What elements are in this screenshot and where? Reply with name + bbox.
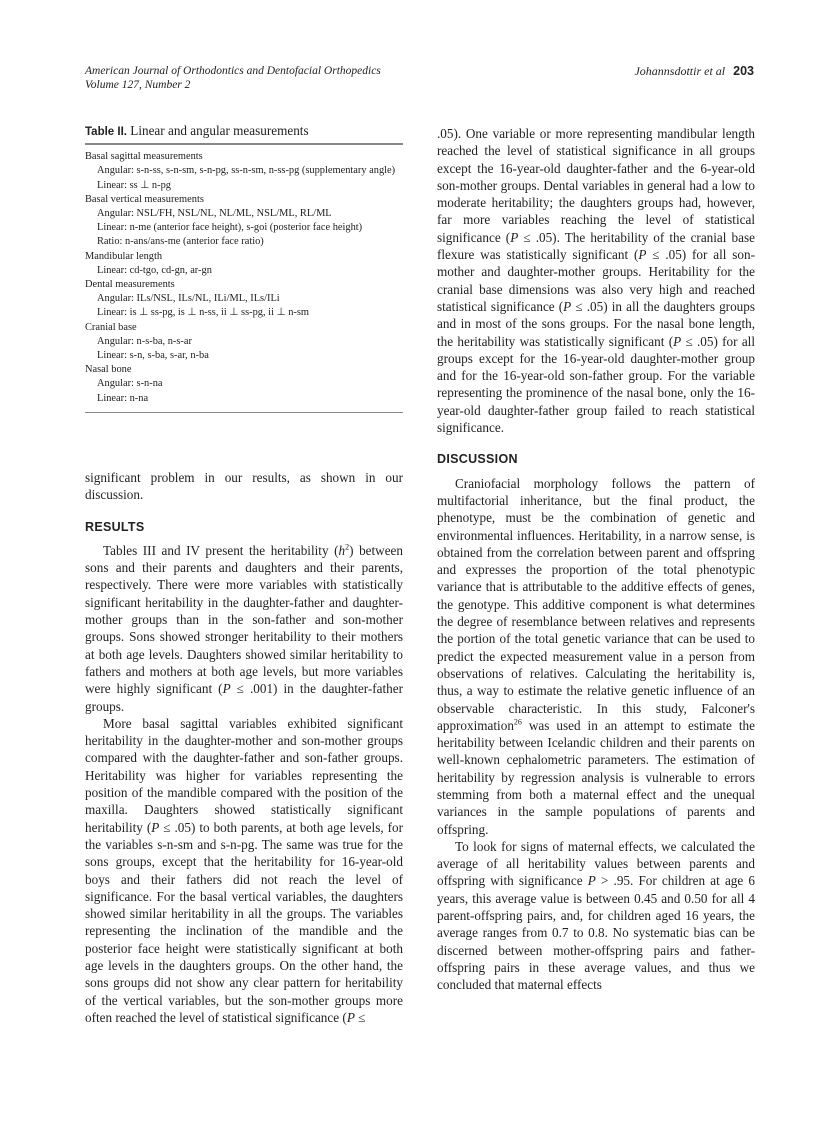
paragraph	[437, 475, 755, 838]
text-run: ≤ .05) for all son-mother and daughter-mother groups. Heritability for the cranial base dimensions was also very high and reached statistical significance (	[437, 247, 755, 314]
table-row-group: Nasal bone	[85, 364, 132, 376]
table-row-item: Linear: s-n, s-ba, s-ar, n-ba	[97, 350, 209, 362]
running-header-right	[634, 64, 754, 79]
table-row-item: Angular: ILs/NSL, ILs/NL, ILi/ML, ILs/ILi	[97, 293, 280, 305]
section-heading-results: RESULTS	[85, 519, 145, 534]
paragraph	[85, 469, 403, 504]
authors: Johannsdottir et al	[634, 64, 726, 78]
text-run: ≤ .05) for all groups except for the 16-year-old daughter-mother group and for the 16-year-old son-father group. For the variable representing the prominence of the nasal bone, only the 16-year-old daughter-father group failed to reach statistical significance.	[437, 333, 756, 436]
table-row-item: Linear: cd-tgo, cd-gn, ar-gn	[97, 264, 212, 276]
text-run: significant problem in our results, as shown in our discussion.	[85, 470, 403, 503]
text-run: ) between sons and their parents and daughters and their parents, respectively. There were more variables with statistically significant heritability in the daughter-father and daughter-mother groups than in the son-father and son-mother groups. Sons showed stronger heritability to their mothers at both age levels. Daughters showed similar heritability to fathers and mothers at both age levels, but more variables were highly significant (	[85, 542, 403, 697]
running-header-left	[85, 64, 381, 92]
journal-volume: Volume 127, Number 2	[85, 79, 191, 91]
page-number: 203	[733, 64, 754, 78]
italic-symbol: P	[222, 681, 231, 697]
left-column	[85, 469, 403, 1026]
italic-symbol: P	[151, 819, 160, 835]
table-row-item: Angular: s-n-na	[97, 378, 163, 390]
table-row-group: Mandibular length	[85, 250, 163, 262]
table-ii	[85, 124, 403, 413]
table-row-group: Cranial base	[85, 321, 137, 333]
table-row-item: Angular: NSL/FH, NSL/NL, NL/ML, NSL/ML, RL/ML	[97, 208, 332, 220]
italic-symbol: P	[587, 873, 596, 889]
text-run: Craniofacial morphology follows the pattern of multifactorial inheritance, but the final product, the phenotype, must be the combination of genetic and environmental influences. Heritability, in a narrow sense, is obtained from the correlation between parent and offspring and expresses the proportion of the total phenotypic variance that is attributable to the additive effects of genes, the genotype. This additive component is what determines the degree of resemblance between relatives and represents the portion of the total genetic variance that can be used to predict the expected measurement value in a person from observations of relatives. Calculating the heritability is, thus, a way to estimate the relative genetic influence of an observable characteristic. In this study, Falconer's approximation	[437, 475, 755, 733]
table-row-group: Basal sagittal measurements	[85, 151, 203, 163]
journal-name: American Journal of Orthodontics and Dentofacial Orthopedics	[85, 65, 381, 77]
italic-symbol: P	[673, 333, 682, 349]
text-run: ≤	[354, 1009, 366, 1025]
table-row-item: Linear: n-na	[97, 392, 149, 404]
text-run: ≤ .001) in the daughter-father groups.	[85, 681, 403, 714]
italic-symbol: P	[510, 229, 519, 245]
right-column	[437, 125, 755, 994]
text-run: ≤ .05). The heritability of the cranial base flexure was statistically significant (	[437, 229, 755, 263]
paragraph	[437, 838, 755, 994]
paragraph	[437, 125, 755, 436]
table-row-group: Basal vertical measurements	[85, 193, 204, 205]
italic-symbol: P	[563, 298, 572, 314]
italic-symbol: h	[338, 542, 346, 558]
table-bottom-rule	[85, 412, 403, 413]
section-heading-discussion: DISCUSSION	[437, 452, 518, 467]
table-title: Linear and angular measurements	[130, 123, 309, 138]
superscript: 26	[513, 717, 522, 727]
italic-symbol: P	[638, 247, 647, 263]
table-row-group: Dental measurements	[85, 279, 175, 291]
table-row-item: Linear: ss ⊥ n-pg	[97, 179, 171, 191]
text-run: More basal sagittal variables exhibited significant heritability in the daughter-mother and son-mother groups compared with the daughter-father and son-father groups. Heritability was higher for variables representing the position of the mandible compared with the position of the maxilla. Daughters showed statistically significant heritability (	[85, 715, 403, 835]
table-body	[85, 150, 403, 406]
text-run: ≤ .05) in all the daughters groups and in most of the sons groups. For the nasal bone length, the heritability was statistically significant (	[437, 298, 755, 349]
table-caption	[85, 124, 403, 145]
superscript: 2	[345, 542, 350, 552]
text-run: To look for signs of maternal effects, we calculated the average of all heritability values between parents and offspring with significance	[437, 838, 755, 889]
table-label: Table II.	[85, 126, 127, 138]
table-row-item: Angular: s-n-ss, s-n-sm, s-n-pg, ss-n-sm, n-ss-pg (supplementary angle)	[97, 165, 396, 177]
italic-symbol: P	[346, 1009, 355, 1025]
text-run: ≤ .05) to both parents, at both age levels, for the variables s-n-sm and s-n-pg. The same was true for the sons groups, except that the heritability for 16-year-old boys and their fathers did not reach the level of significance. For the basal vertical variables, the daughters showed similar heritability in all the groups. The variables representing the inclination of the mandible and the posterior face height were statistically significant at both age levels in the daughters groups. On the other hand, the sons groups did not show any clear pattern for heritability of the vertical variables, but the son-mother groups more often reached the level of statistical significance (	[85, 819, 403, 1025]
text-run: Tables III and IV present the heritability (	[103, 542, 339, 558]
table-row-item: Linear: is ⊥ ss-pg, is ⊥ n-ss, ii ⊥ ss-pg, ii ⊥ n-sm	[97, 307, 309, 319]
table-row-item: Angular: n-s-ba, n-s-ar	[97, 335, 192, 347]
table-row-item: Linear: n-me (anterior face height), s-goi (posterior face height)	[97, 222, 363, 234]
paragraph	[85, 715, 403, 1026]
text-run: was used in an attempt to estimate the heritability between Icelandic children and their parents on well-known cephalometric parameters. The estimation of heritability by regression analysis is vulnerable to errors stemming from both a maternal effect and the unequal variances in the sample populations of parents and offspring.	[437, 717, 755, 837]
text-run: > .95. For children at age 6 years, this average value is between 0.45 and 0.50 for all 4 parent-offspring pairs, and, for children aged 16 years, the average ranges from 0.7 to 0.8. No systematic bias can be discerned between mother-offspring pairs and father-offspring pairs in these average values, and thus we concluded that maternal effects	[437, 873, 755, 993]
table-row-item: Ratio: n-ans/ans-me (anterior face ratio)	[97, 236, 264, 248]
paragraph	[85, 542, 403, 715]
text-run: .05). One variable or more representing mandibular length reached the level of statistical significance in all groups except the 16-year-old daughter-father and the 6-year-old son-mother groups. Dental variables in general had a low to moderate heritability; the daughters groups had, however, far more variables reaching the level of statistical significance (	[437, 126, 755, 245]
